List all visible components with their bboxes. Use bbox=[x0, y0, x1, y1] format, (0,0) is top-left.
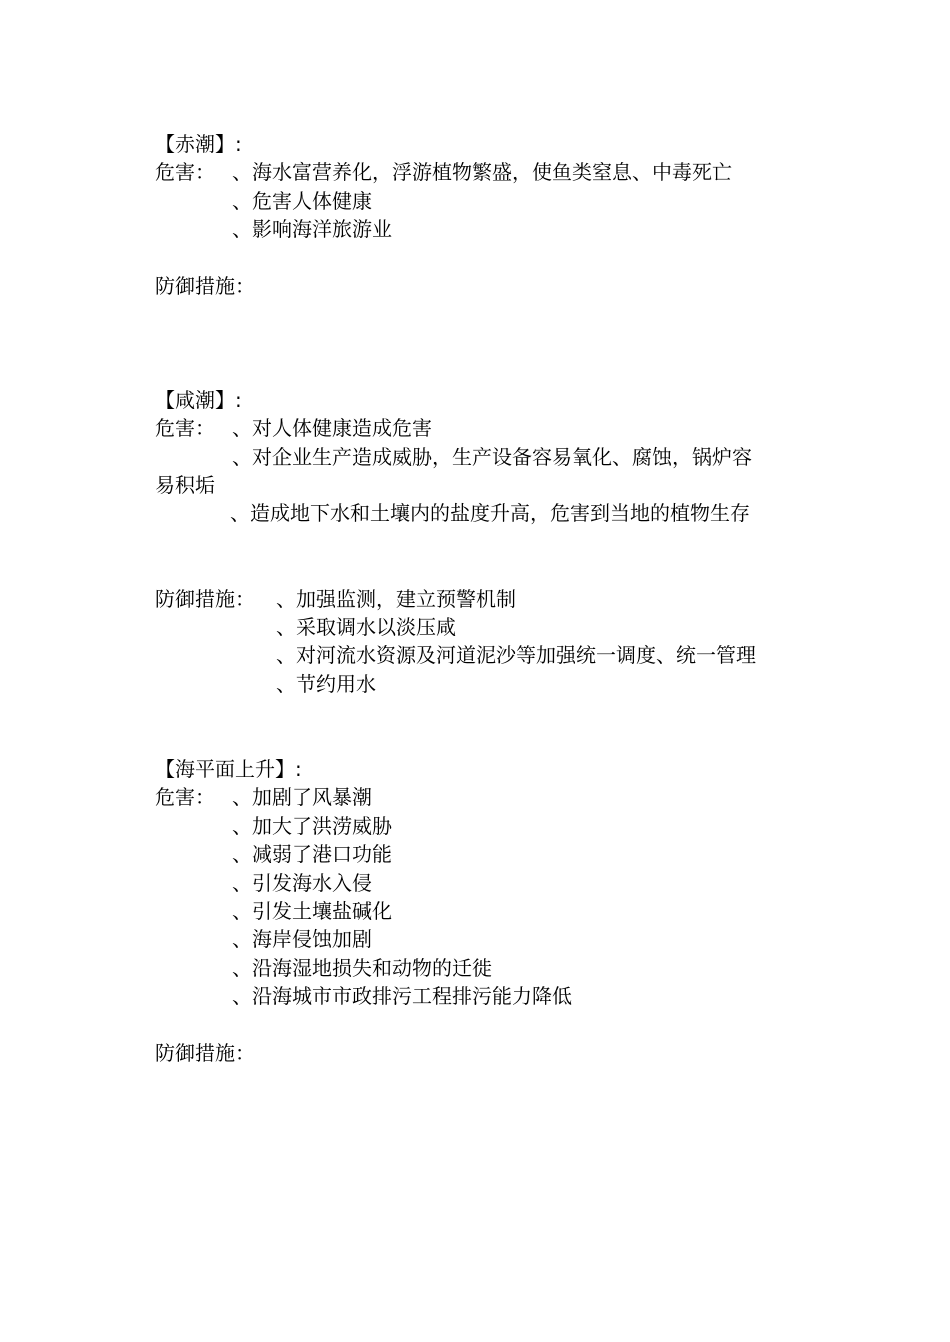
measures-label: 防御措施： bbox=[155, 587, 255, 611]
harm-item: 、引发海水入侵 bbox=[232, 871, 372, 895]
harm-item: 、危害人体健康 bbox=[232, 189, 372, 213]
harm-item: 、对企业生产造成威胁，生产设备容易氧化、腐蚀，锅炉容 bbox=[232, 445, 752, 469]
harm-item: 、沿海湿地损失和动物的迁徙 bbox=[232, 956, 492, 980]
harm-item: 、加剧了风暴潮 bbox=[232, 785, 372, 809]
harm-label: 危害： bbox=[155, 785, 215, 809]
measure-item: 、加强监测，建立预警机制 bbox=[276, 587, 516, 611]
harm-item: 、对人体健康造成危害 bbox=[232, 416, 432, 440]
harm-item: 、造成地下水和土壤内的盐度升高，危害到当地的植物生存 bbox=[230, 501, 750, 525]
harm-item: 、引发土壤盐碱化 bbox=[232, 899, 392, 923]
measure-item: 、采取调水以淡压咸 bbox=[276, 615, 456, 639]
harm-item-continuation: 易积垢 bbox=[155, 473, 215, 497]
harm-item: 、海岸侵蚀加剧 bbox=[232, 927, 372, 951]
harm-item: 、海水富营养化，浮游植物繁盛，使鱼类窒息、中毒死亡 bbox=[232, 160, 732, 184]
section-heading-xianchao: 【咸潮】: bbox=[155, 388, 242, 412]
harm-item: 、减弱了港口功能 bbox=[232, 842, 392, 866]
measure-item: 、节约用水 bbox=[276, 672, 376, 696]
section-heading-sealevel: 【海平面上升】: bbox=[155, 757, 302, 781]
harm-item: 、沿海城市市政排污工程排污能力降低 bbox=[232, 984, 572, 1008]
harm-item: 、加大了洪涝威胁 bbox=[232, 814, 392, 838]
harm-label: 危害： bbox=[155, 416, 215, 440]
measures-label: 防御措施： bbox=[155, 274, 255, 298]
harm-item: 、影响海洋旅游业 bbox=[232, 217, 392, 241]
harm-label: 危害： bbox=[155, 160, 215, 184]
measure-item: 、对河流水资源及河道泥沙等加强统一调度、统一管理 bbox=[276, 643, 756, 667]
section-heading-chichao: 【赤潮】: bbox=[155, 132, 242, 156]
measures-label: 防御措施： bbox=[155, 1041, 255, 1065]
